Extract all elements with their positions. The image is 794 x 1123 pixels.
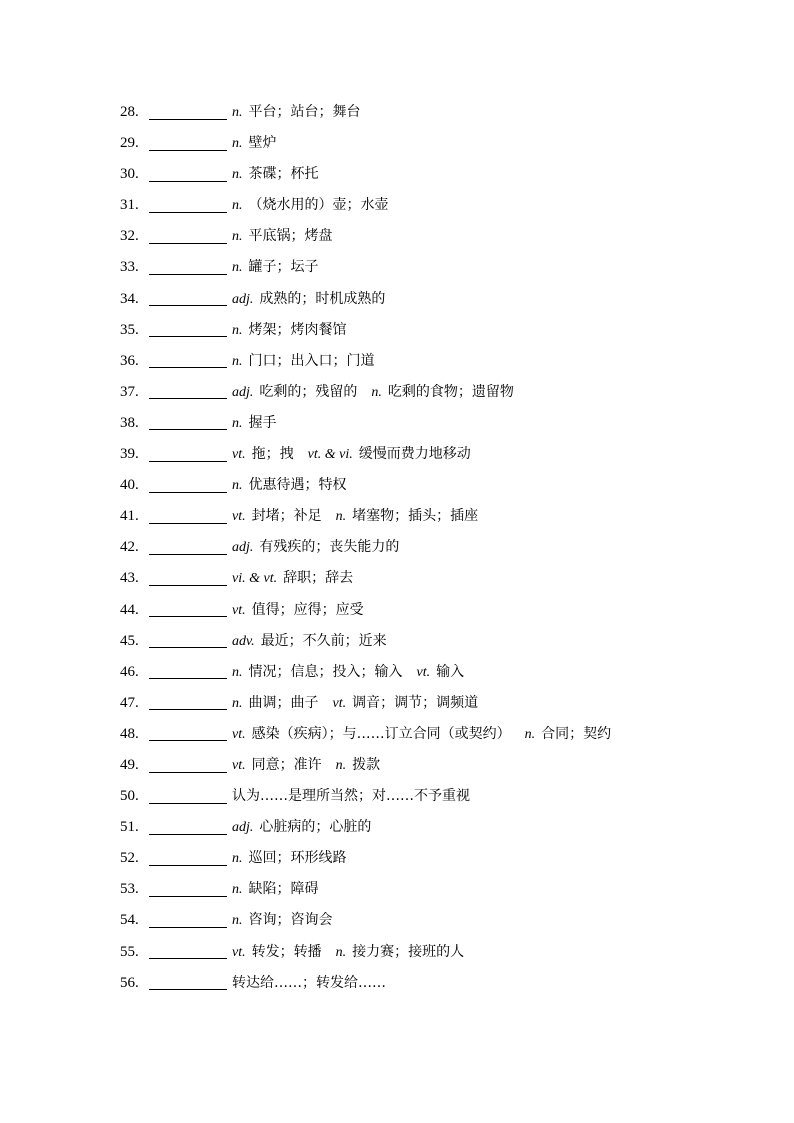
answer-blank[interactable] — [149, 988, 227, 990]
meaning-text: 合同；契约 — [541, 725, 612, 742]
vocab-item — [120, 159, 760, 190]
item-number: 55. — [120, 943, 139, 960]
meaning-text: 平底锅；烤盘 — [248, 228, 333, 245]
vocab-item — [120, 315, 760, 346]
answer-blank[interactable] — [149, 584, 227, 586]
item-number: 54. — [120, 912, 139, 929]
definition-segment — [232, 812, 371, 843]
meaning-text: 输入 — [436, 663, 465, 680]
definition-segment — [232, 128, 277, 159]
meaning-text: 转发；转播 — [251, 943, 322, 960]
part-of-speech: vt. — [232, 602, 246, 618]
item-number: 35. — [120, 321, 139, 338]
answer-blank[interactable] — [149, 553, 227, 555]
part-of-speech: n. — [232, 664, 243, 680]
definition-segment — [336, 937, 465, 968]
item-number: 47. — [120, 694, 139, 711]
definition-segment — [232, 626, 387, 657]
vocab-item — [120, 812, 760, 843]
item-number: 42. — [120, 539, 139, 556]
meaning-text: 门口；出入口；门道 — [248, 352, 375, 369]
part-of-speech: n. — [371, 384, 382, 400]
meaning-text: 封堵；补足 — [251, 508, 322, 525]
part-of-speech: n. — [232, 695, 243, 711]
part-of-speech: adj. — [232, 291, 254, 307]
answer-blank[interactable] — [149, 491, 227, 493]
answer-blank[interactable] — [149, 615, 227, 617]
vocab-item — [120, 377, 760, 408]
item-number: 29. — [120, 135, 139, 152]
answer-blank[interactable] — [149, 864, 227, 866]
definition-segment — [336, 750, 381, 781]
part-of-speech: vi. & vt. — [232, 571, 278, 587]
part-of-speech: adv. — [232, 633, 255, 649]
answer-blank[interactable] — [149, 677, 227, 679]
vocab-item — [120, 190, 760, 221]
meaning-text: 成熟的；时机成熟的 — [259, 290, 386, 307]
item-number: 52. — [120, 850, 139, 867]
part-of-speech: n. — [232, 167, 243, 183]
part-of-speech: n. — [524, 726, 536, 742]
answer-blank[interactable] — [149, 304, 227, 306]
item-number: 48. — [120, 725, 139, 742]
answer-blank[interactable] — [149, 366, 227, 368]
meaning-text: 吃剩的；残留的 — [259, 383, 358, 400]
vocab-item — [120, 284, 760, 315]
meaning-text: 调音；调节；调频道 — [352, 694, 479, 711]
vocab-item — [120, 128, 760, 159]
item-number: 34. — [120, 290, 139, 307]
meaning-text: 拨款 — [352, 756, 381, 773]
definition-segment — [232, 377, 357, 408]
meaning-text: 最近；不久前；近来 — [260, 632, 387, 649]
item-number: 33. — [120, 259, 139, 276]
part-of-speech: n. — [335, 509, 347, 525]
item-number: 49. — [120, 756, 139, 773]
answer-blank[interactable] — [149, 180, 227, 182]
part-of-speech: n. — [232, 882, 243, 898]
vocab-item — [120, 874, 760, 905]
vocab-item — [120, 843, 760, 874]
item-number: 50. — [120, 788, 139, 805]
vocab-item — [120, 595, 760, 626]
vocab-item — [120, 470, 760, 501]
meaning-text: 握手 — [248, 414, 277, 431]
item-number: 45. — [120, 632, 139, 649]
definition-segment — [232, 284, 385, 315]
item-number: 51. — [120, 819, 139, 836]
part-of-speech: n. — [232, 105, 243, 120]
part-of-speech: n. — [232, 415, 243, 431]
definition-segment — [232, 532, 399, 563]
item-number: 41. — [120, 508, 139, 525]
meaning-text: 心脏病的；心脏的 — [259, 819, 372, 836]
part-of-speech: adj. — [232, 820, 254, 836]
answer-blank[interactable] — [149, 460, 227, 462]
definition-segment — [232, 159, 319, 190]
vocabulary-list — [120, 97, 760, 999]
item-number: 37. — [120, 383, 139, 400]
answer-blank[interactable] — [149, 211, 227, 213]
definition-segment — [232, 190, 389, 221]
answer-blank[interactable] — [149, 273, 227, 275]
definition-segment — [232, 408, 277, 439]
definition-segment — [232, 688, 319, 719]
definition-segment — [232, 595, 364, 626]
definition-segment — [232, 501, 322, 532]
definition-segment — [232, 781, 470, 812]
vocab-item — [120, 221, 760, 252]
definition-segment — [232, 97, 361, 128]
part-of-speech: n. — [232, 260, 243, 276]
part-of-speech: n. — [232, 478, 243, 494]
vocab-item — [120, 750, 760, 781]
vocab-item — [120, 532, 760, 563]
item-number: 43. — [120, 570, 139, 587]
definition-segment — [232, 843, 347, 874]
vocab-item — [120, 501, 760, 532]
answer-blank[interactable] — [149, 335, 227, 337]
definition-segment — [232, 968, 386, 999]
item-number: 36. — [120, 352, 139, 369]
definition-segment — [232, 315, 347, 346]
part-of-speech: n. — [232, 322, 243, 338]
item-number: 31. — [120, 197, 139, 214]
vocab-item — [120, 719, 760, 750]
vocab-item — [120, 781, 760, 812]
definition-segment — [232, 874, 319, 905]
part-of-speech: n. — [335, 944, 347, 960]
meaning-text: 罐子；坛子 — [248, 259, 319, 276]
answer-blank[interactable] — [149, 802, 227, 804]
vocab-item — [120, 657, 760, 688]
item-number: 53. — [120, 881, 139, 898]
item-number: 56. — [120, 974, 139, 991]
vocab-item — [120, 688, 760, 719]
part-of-speech: adj. — [232, 384, 254, 400]
part-of-speech: vt. — [416, 664, 431, 680]
meaning-text: 吃剩的食物；遗留物 — [387, 383, 514, 400]
meaning-text: 缓慢而费力地移动 — [358, 446, 471, 463]
meaning-text: 情况；信息；投入；输入 — [248, 663, 403, 680]
part-of-speech: n. — [232, 229, 243, 245]
definition-segment — [232, 221, 333, 252]
answer-blank[interactable] — [149, 646, 227, 648]
vocab-item — [120, 563, 760, 594]
meaning-text: 值得；应得；应受 — [251, 601, 364, 618]
meaning-text: 辞职；辞去 — [283, 570, 354, 587]
meaning-text: 巡回；环形线路 — [248, 850, 347, 867]
answer-blank[interactable] — [149, 957, 227, 959]
meaning-text: 咨询；咨询会 — [248, 912, 333, 929]
answer-blank[interactable] — [149, 522, 227, 524]
answer-blank[interactable] — [149, 708, 227, 710]
definition-segment — [232, 346, 375, 377]
answer-blank[interactable] — [149, 739, 227, 741]
answer-blank[interactable] — [149, 149, 227, 151]
part-of-speech: n. — [335, 757, 347, 773]
answer-blank[interactable] — [149, 242, 227, 244]
definition-segment — [232, 252, 319, 283]
vocab-item — [120, 439, 760, 470]
part-of-speech: n. — [232, 353, 243, 369]
answer-blank[interactable] — [149, 833, 227, 835]
definition-segment — [232, 937, 322, 968]
answer-blank[interactable] — [149, 926, 227, 928]
meaning-text: （烧水用的）壶；水壶 — [248, 197, 389, 214]
part-of-speech: vt. — [232, 944, 246, 960]
vocab-item — [120, 408, 760, 439]
item-number: 32. — [120, 228, 139, 245]
part-of-speech: vt. — [232, 726, 246, 742]
item-number: 46. — [120, 663, 139, 680]
meaning-text: 感染（疾病）；与……订立合同（或契约） — [251, 725, 511, 742]
meaning-text: 转达给……；转发给…… — [232, 974, 386, 991]
answer-blank[interactable] — [149, 397, 227, 399]
meaning-text: 曲调；曲子 — [248, 694, 319, 711]
definition-segment — [371, 377, 514, 408]
meaning-text: 堵塞物；插头；插座 — [352, 508, 479, 525]
answer-blank[interactable] — [149, 428, 227, 430]
meaning-text: 壁炉 — [248, 135, 277, 152]
meaning-text: 有残疾的；丧失能力的 — [259, 539, 400, 556]
answer-blank[interactable] — [149, 771, 227, 773]
definition-segment — [525, 719, 612, 750]
part-of-speech: n. — [232, 913, 243, 929]
part-of-speech: vt. — [232, 447, 246, 463]
meaning-text: 平台；站台；舞台 — [248, 104, 361, 120]
definition-segment — [232, 439, 294, 470]
definition-segment — [232, 750, 322, 781]
part-of-speech: n. — [232, 198, 243, 214]
vocab-item — [120, 937, 760, 968]
meaning-text: 烤架；烤肉餐馆 — [248, 321, 347, 338]
definition-segment — [232, 905, 333, 936]
definition-segment — [232, 657, 403, 688]
vocab-item — [120, 346, 760, 377]
meaning-text: 优惠待遇；特权 — [248, 477, 347, 494]
item-number: 38. — [120, 414, 139, 431]
answer-blank[interactable] — [149, 118, 227, 120]
definition-segment — [336, 501, 479, 532]
meaning-text: 同意；准许 — [251, 756, 322, 773]
vocab-item — [120, 252, 760, 283]
part-of-speech: vt. & vi. — [307, 447, 353, 463]
meaning-text: 接力赛；接班的人 — [352, 943, 465, 960]
definition-segment — [308, 439, 471, 470]
meaning-text: 认为……是理所当然；对……不予重视 — [232, 788, 470, 805]
part-of-speech: vt. — [332, 695, 347, 711]
part-of-speech: vt. — [232, 509, 246, 525]
meaning-text: 缺陷；障碍 — [248, 881, 319, 898]
part-of-speech: n. — [232, 136, 243, 152]
item-number: 39. — [120, 446, 139, 463]
vocab-item — [120, 626, 760, 657]
definition-segment — [333, 688, 479, 719]
answer-blank[interactable] — [149, 895, 227, 897]
item-number: 28. — [120, 104, 139, 120]
definition-segment — [417, 657, 465, 688]
meaning-text: 拖；拽 — [251, 446, 294, 463]
vocab-item — [120, 97, 760, 128]
item-number: 40. — [120, 477, 139, 494]
item-number: 30. — [120, 166, 139, 183]
item-number: 44. — [120, 601, 139, 618]
definition-segment — [232, 470, 347, 501]
part-of-speech: vt. — [232, 757, 246, 773]
vocab-item — [120, 905, 760, 936]
definition-segment — [232, 719, 511, 750]
definition-segment — [232, 563, 353, 594]
vocab-item — [120, 968, 760, 999]
meaning-text: 茶碟；杯托 — [248, 166, 319, 183]
part-of-speech: adj. — [232, 540, 254, 556]
part-of-speech: n. — [232, 851, 243, 867]
